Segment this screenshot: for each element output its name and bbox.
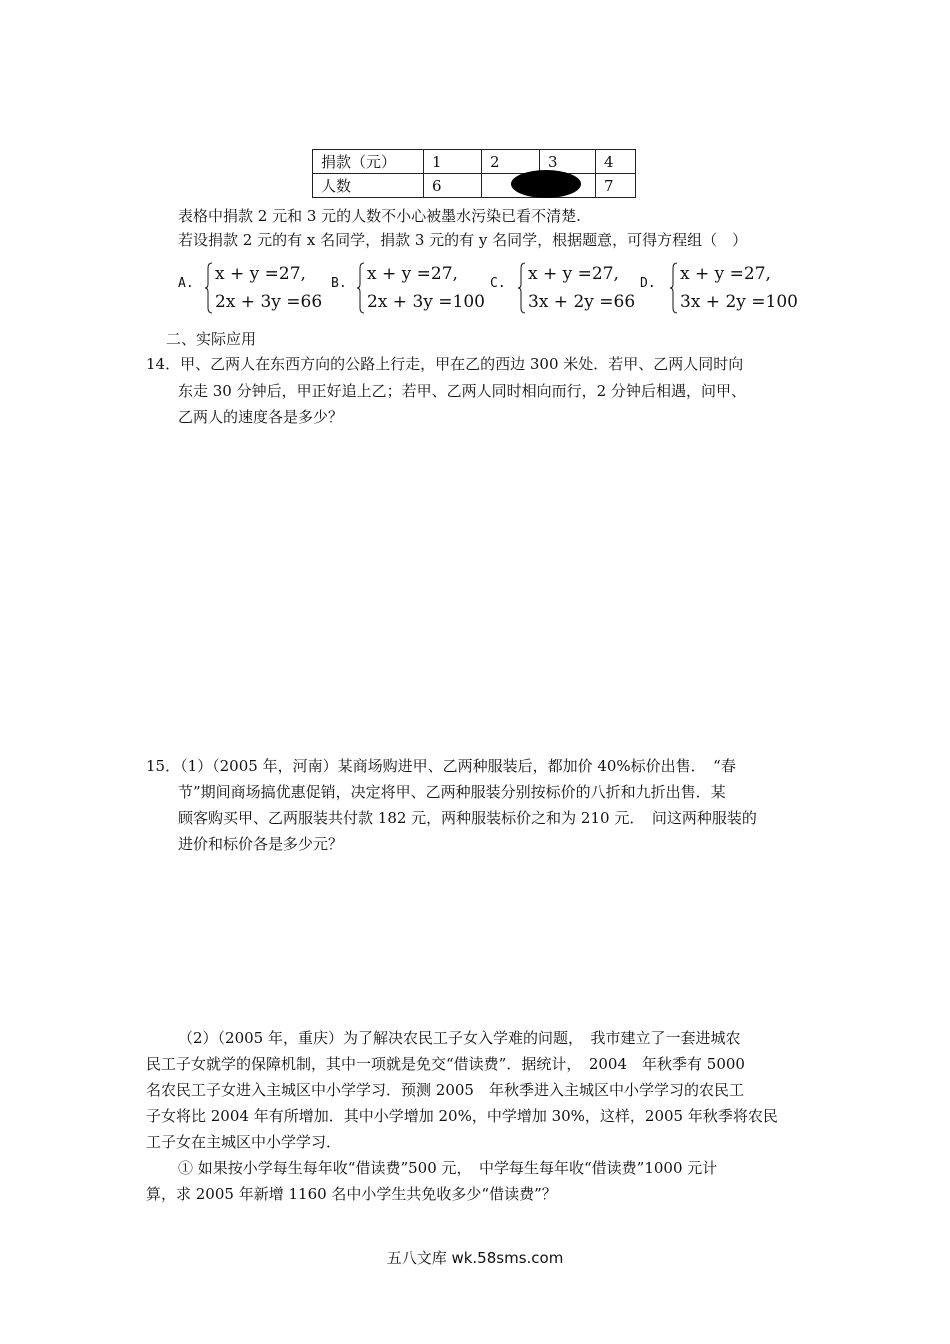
q14-line: 乙两人的速度各是多少？	[178, 408, 344, 426]
option-b	[331, 262, 485, 314]
option-label: D.	[640, 276, 656, 291]
q15b-line: （2）（2005 年，重庆）为了解决农民工子女入学难的问题， 我市建立了一套进城农	[178, 1029, 741, 1047]
brace-icon	[357, 262, 365, 314]
table-row-label: 人数	[313, 174, 424, 198]
equation-1: x + y =27,	[215, 264, 306, 284]
q15-line: 顾客购买甲、乙两服装共付款 182 元，两种服装标价之和为 210 元． 问这两种服装的	[178, 809, 757, 827]
table-cell: 7	[596, 174, 636, 198]
donation-table	[312, 149, 636, 198]
q15-line: 15．（1）（2005 年，河南）某商场购进甲、乙两种服装后，都加价 40%标价出售． “春	[146, 757, 736, 775]
section-heading: 二、实际应用	[166, 330, 257, 348]
q14-line: 14．甲、乙两人在东西方向的公路上行走，甲在乙的西边 300 米处．若甲、乙两人同时向	[146, 355, 744, 373]
equation-2: 2x + 3y =66	[215, 292, 323, 312]
brace-icon	[205, 262, 213, 314]
q14-line: 东走 30 分钟后，甲正好追上乙；若甲、乙两人同时相向而行，2 分钟后相遇，问甲、	[178, 382, 746, 400]
q15b-line: ① 如果按小学每生每年收“借读费”500 元， 中学每生每年收“借读费”1000 元计	[178, 1159, 718, 1177]
table-cell: 4	[596, 150, 636, 174]
q15b-line: 名农民工子女进入主城区中小学学习．预测 2005 年秋季进入主城区中小学学习的农民工	[146, 1081, 744, 1099]
equation-2: 3x + 2y =100	[680, 292, 798, 312]
equation-2: 2x + 3y =100	[367, 292, 485, 312]
q15b-line: 工子女在主城区中小学学习．	[146, 1133, 342, 1151]
q15b-line: 民工子女就学的保障机制，其中一项就是免交“借读费”．据统计， 2004 年秋季有 5000	[146, 1055, 745, 1073]
ink-blot	[511, 170, 581, 198]
brace-icon	[518, 262, 526, 314]
equation-2: 3x + 2y =66	[528, 292, 636, 312]
table-cell: 6	[424, 174, 482, 198]
option-d	[640, 262, 800, 314]
table-header-label: 捐款（元）	[313, 150, 424, 174]
table-row	[313, 150, 636, 174]
table-row	[313, 174, 636, 198]
table-cell: 3	[540, 150, 596, 174]
option-label: C.	[490, 276, 506, 291]
footer-watermark: 五八文库 wk.58sms.com	[386, 1249, 564, 1267]
brace-icon	[670, 262, 678, 314]
equation-1: x + y =27,	[528, 264, 619, 284]
table-cell: 1	[424, 150, 482, 174]
equation-1: x + y =27,	[367, 264, 458, 284]
option-label: A.	[178, 276, 194, 291]
option-c	[490, 262, 640, 314]
q15-line: 节”期间商场搞优惠促销，决定将甲、乙两种服装分别按标价的八折和九折出售．某	[178, 783, 726, 801]
option-label: B.	[331, 276, 347, 291]
equation-1: x + y =27,	[680, 264, 771, 284]
option-a	[178, 262, 328, 314]
table-cell: 2	[482, 150, 540, 174]
q15b-line: 子女将比 2004 年有所增加．其中小学增加 20%，中学增加 30%，这样，2005 年秋季将农民	[146, 1107, 778, 1125]
q15-line: 进价和标价各是多少元？	[178, 835, 344, 853]
q15b-line: 算，求 2005 年新增 1160 名中小学生共免收多少“借读费”？	[146, 1185, 557, 1203]
q13-line: 表格中捐款 2 元和 3 元的人数不小心被墨水污染已看不清楚.	[178, 207, 581, 225]
q13-line: 若设捐款 2 元的有 x 名同学，捐款 3 元的有 y 名同学，根据题意，可得方程组（ ）	[178, 231, 748, 249]
